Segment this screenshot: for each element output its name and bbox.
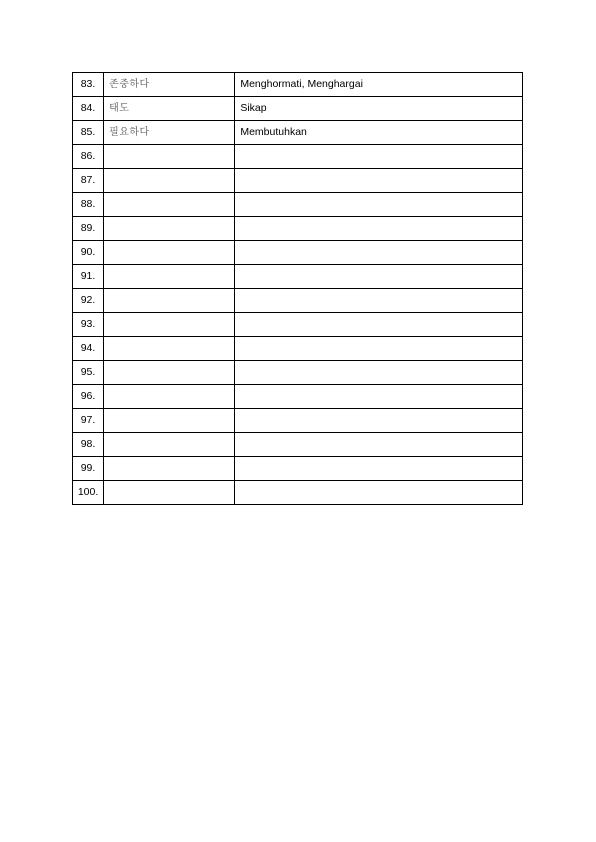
- korean-word-cell: 필요하다: [104, 121, 235, 145]
- row-number-cell: 88.: [73, 193, 104, 217]
- meaning-cell: [235, 265, 523, 289]
- korean-word-cell: [104, 385, 235, 409]
- korean-word-cell: [104, 169, 235, 193]
- korean-word-cell: [104, 337, 235, 361]
- korean-word-cell: [104, 289, 235, 313]
- table-row: [73, 337, 523, 361]
- korean-word-cell: [104, 145, 235, 169]
- row-number-cell: 97.: [73, 409, 104, 433]
- table-row: [73, 289, 523, 313]
- meaning-cell: [235, 241, 523, 265]
- table-row: [73, 409, 523, 433]
- table-row: [73, 265, 523, 289]
- meaning-cell: [235, 313, 523, 337]
- meaning-cell: [235, 457, 523, 481]
- korean-word-cell: [104, 481, 235, 505]
- table-row: [73, 361, 523, 385]
- row-number-cell: 96.: [73, 385, 104, 409]
- row-number-cell: 93.: [73, 313, 104, 337]
- table-row: [73, 385, 523, 409]
- row-number-cell: 98.: [73, 433, 104, 457]
- row-number-cell: 87.: [73, 169, 104, 193]
- table-row: [73, 241, 523, 265]
- row-number-cell: 92.: [73, 289, 104, 313]
- table-row: [73, 73, 523, 97]
- korean-word-cell: 존중하다: [104, 73, 235, 97]
- table-row: [73, 217, 523, 241]
- meaning-cell: [235, 433, 523, 457]
- row-number-cell: 86.: [73, 145, 104, 169]
- row-number-cell: 85.: [73, 121, 104, 145]
- table-row: [73, 121, 523, 145]
- korean-word-cell: [104, 241, 235, 265]
- meaning-cell: [235, 145, 523, 169]
- table-row: [73, 145, 523, 169]
- table-row: [73, 193, 523, 217]
- meaning-cell: [235, 193, 523, 217]
- korean-word-cell: [104, 265, 235, 289]
- korean-word-cell: [104, 217, 235, 241]
- table-row: [73, 433, 523, 457]
- meaning-cell: [235, 217, 523, 241]
- korean-word-cell: [104, 193, 235, 217]
- korean-word-cell: 태도: [104, 97, 235, 121]
- row-number-cell: 84.: [73, 97, 104, 121]
- table-row: [73, 481, 523, 505]
- vocabulary-table: [72, 72, 523, 505]
- korean-word-cell: [104, 313, 235, 337]
- korean-word-cell: [104, 409, 235, 433]
- korean-word-cell: [104, 361, 235, 385]
- meaning-cell: [235, 289, 523, 313]
- vocabulary-table-body: [73, 73, 523, 505]
- table-row: [73, 97, 523, 121]
- row-number-cell: 89.: [73, 217, 104, 241]
- table-row: [73, 169, 523, 193]
- meaning-cell: [235, 481, 523, 505]
- meaning-cell: Sikap: [235, 97, 523, 121]
- meaning-cell: Menghormati, Menghargai: [235, 73, 523, 97]
- row-number-cell: 91.: [73, 265, 104, 289]
- meaning-cell: [235, 409, 523, 433]
- row-number-cell: 100.: [73, 481, 104, 505]
- row-number-cell: 94.: [73, 337, 104, 361]
- korean-word-cell: [104, 457, 235, 481]
- row-number-cell: 83.: [73, 73, 104, 97]
- row-number-cell: 95.: [73, 361, 104, 385]
- table-row: [73, 313, 523, 337]
- meaning-cell: [235, 169, 523, 193]
- meaning-cell: [235, 361, 523, 385]
- meaning-cell: Membutuhkan: [235, 121, 523, 145]
- table-row: [73, 457, 523, 481]
- row-number-cell: 99.: [73, 457, 104, 481]
- korean-word-cell: [104, 433, 235, 457]
- meaning-cell: [235, 337, 523, 361]
- meaning-cell: [235, 385, 523, 409]
- row-number-cell: 90.: [73, 241, 104, 265]
